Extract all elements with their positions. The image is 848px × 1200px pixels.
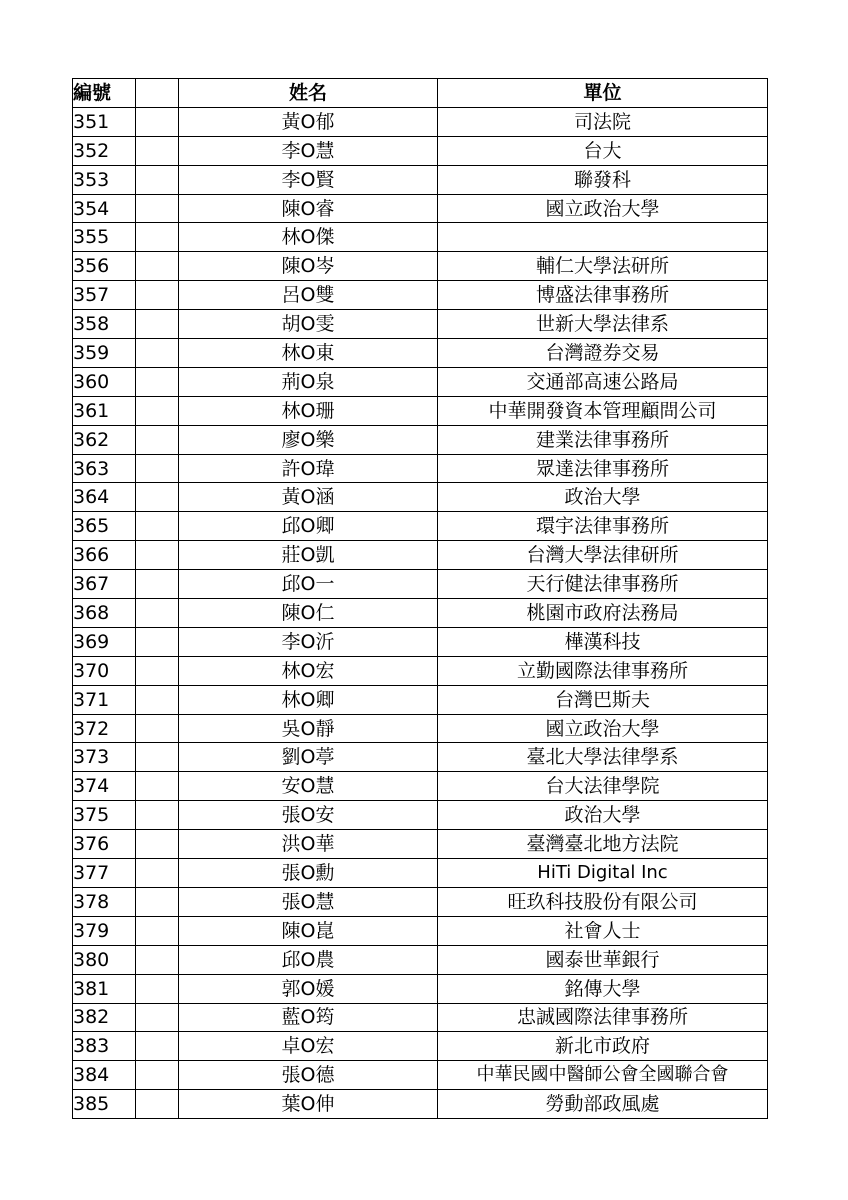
row-number: 365 — [73, 512, 136, 541]
row-unit: 中華民國中醫師公會全國聯合會 — [438, 1061, 768, 1090]
row-blank-cell — [136, 627, 179, 656]
row-number: 361 — [73, 396, 136, 425]
row-number: 352 — [73, 136, 136, 165]
row-blank-cell — [136, 194, 179, 223]
row-number: 368 — [73, 599, 136, 628]
row-number: 355 — [73, 223, 136, 252]
row-blank-cell — [136, 252, 179, 281]
row-name: 郭O媛 — [179, 974, 438, 1003]
row-number: 384 — [73, 1061, 136, 1090]
row-blank-cell — [136, 916, 179, 945]
row-name: 安O慧 — [179, 772, 438, 801]
row-name: 張O安 — [179, 801, 438, 830]
row-name: 洪O華 — [179, 830, 438, 859]
row-number: 360 — [73, 367, 136, 396]
row-blank-cell — [136, 136, 179, 165]
table-row — [73, 252, 768, 281]
row-number: 351 — [73, 107, 136, 136]
row-name: 林O珊 — [179, 396, 438, 425]
table-row — [73, 570, 768, 599]
table-row — [73, 1090, 768, 1119]
table-row — [73, 830, 768, 859]
row-number: 367 — [73, 570, 136, 599]
row-name: 卓O宏 — [179, 1032, 438, 1061]
row-unit: 政治大學 — [438, 801, 768, 830]
row-blank-cell — [136, 339, 179, 368]
row-unit: 台灣證券交易 — [438, 339, 768, 368]
row-blank-cell — [136, 714, 179, 743]
row-unit: 輔仁大學法研所 — [438, 252, 768, 281]
row-unit: 環宇法律事務所 — [438, 512, 768, 541]
row-unit: 台灣大學法律研所 — [438, 541, 768, 570]
row-blank-cell — [136, 599, 179, 628]
row-blank-cell — [136, 1090, 179, 1119]
row-number: 376 — [73, 830, 136, 859]
column-header-number: 編號 — [73, 79, 136, 108]
row-unit: 桃園市政府法務局 — [438, 599, 768, 628]
row-name: 黃O涵 — [179, 483, 438, 512]
row-blank-cell — [136, 887, 179, 916]
row-blank-cell — [136, 1003, 179, 1032]
row-blank-cell — [136, 685, 179, 714]
row-number: 374 — [73, 772, 136, 801]
row-name: 葉O伸 — [179, 1090, 438, 1119]
row-name: 林O卿 — [179, 685, 438, 714]
row-blank-cell — [136, 281, 179, 310]
table-row — [73, 107, 768, 136]
row-name: 荊O泉 — [179, 367, 438, 396]
table-row — [73, 165, 768, 194]
row-unit: 立勤國際法律事務所 — [438, 656, 768, 685]
row-blank-cell — [136, 1032, 179, 1061]
row-blank-cell — [136, 396, 179, 425]
table-row — [73, 743, 768, 772]
row-name: 莊O凱 — [179, 541, 438, 570]
row-name: 黃O郁 — [179, 107, 438, 136]
row-number: 364 — [73, 483, 136, 512]
row-unit: 勞動部政風處 — [438, 1090, 768, 1119]
column-header-unit: 單位 — [438, 79, 768, 108]
row-name: 陳O岑 — [179, 252, 438, 281]
table-row — [73, 916, 768, 945]
row-number: 372 — [73, 714, 136, 743]
row-name: 張O勳 — [179, 859, 438, 888]
table-row — [73, 223, 768, 252]
row-name: 邱O一 — [179, 570, 438, 599]
table-row — [73, 945, 768, 974]
row-blank-cell — [136, 223, 179, 252]
table-row — [73, 367, 768, 396]
row-blank-cell — [136, 483, 179, 512]
table-row — [73, 599, 768, 628]
row-unit: 中華開發資本管理顧問公司 — [438, 396, 768, 425]
row-unit: 天行健法律事務所 — [438, 570, 768, 599]
table-body — [73, 107, 768, 1118]
row-blank-cell — [136, 830, 179, 859]
row-blank-cell — [136, 1061, 179, 1090]
row-unit: 社會人士 — [438, 916, 768, 945]
row-number: 375 — [73, 801, 136, 830]
row-unit: 交通部高速公路局 — [438, 367, 768, 396]
row-unit: 旺玖科技股份有限公司 — [438, 887, 768, 916]
row-blank-cell — [136, 425, 179, 454]
table-row — [73, 541, 768, 570]
table-row — [73, 685, 768, 714]
table-row — [73, 627, 768, 656]
row-name: 劉O葶 — [179, 743, 438, 772]
row-number: 362 — [73, 425, 136, 454]
row-blank-cell — [136, 107, 179, 136]
row-unit: 國泰世華銀行 — [438, 945, 768, 974]
row-number: 379 — [73, 916, 136, 945]
table-row — [73, 887, 768, 916]
row-unit: 國立政治大學 — [438, 714, 768, 743]
row-number: 377 — [73, 859, 136, 888]
row-blank-cell — [136, 454, 179, 483]
row-number: 358 — [73, 310, 136, 339]
row-name: 藍O筠 — [179, 1003, 438, 1032]
row-number: 382 — [73, 1003, 136, 1032]
row-number: 383 — [73, 1032, 136, 1061]
row-name: 邱O農 — [179, 945, 438, 974]
row-name: 陳O睿 — [179, 194, 438, 223]
row-unit: 司法院 — [438, 107, 768, 136]
row-unit — [438, 223, 768, 252]
row-name: 張O慧 — [179, 887, 438, 916]
table-row — [73, 1003, 768, 1032]
table-row — [73, 1032, 768, 1061]
row-number: 380 — [73, 945, 136, 974]
row-number: 370 — [73, 656, 136, 685]
row-blank-cell — [136, 743, 179, 772]
row-blank-cell — [136, 945, 179, 974]
row-number: 385 — [73, 1090, 136, 1119]
column-header-blank — [136, 79, 179, 108]
row-unit: 聯發科 — [438, 165, 768, 194]
table-row — [73, 194, 768, 223]
row-blank-cell — [136, 165, 179, 194]
row-unit: 台灣巴斯夫 — [438, 685, 768, 714]
row-unit: 忠誠國際法律事務所 — [438, 1003, 768, 1032]
row-name: 林O東 — [179, 339, 438, 368]
row-name: 陳O崑 — [179, 916, 438, 945]
row-unit: 樺漢科技 — [438, 627, 768, 656]
table-row — [73, 801, 768, 830]
table-row — [73, 772, 768, 801]
row-name: 廖O樂 — [179, 425, 438, 454]
table-row — [73, 859, 768, 888]
row-unit: 臺灣臺北地方法院 — [438, 830, 768, 859]
row-name: 張O德 — [179, 1061, 438, 1090]
column-header-name: 姓名 — [179, 79, 438, 108]
row-name: 李O賢 — [179, 165, 438, 194]
row-number: 378 — [73, 887, 136, 916]
row-name: 許O瑋 — [179, 454, 438, 483]
row-number: 369 — [73, 627, 136, 656]
row-blank-cell — [136, 974, 179, 1003]
row-blank-cell — [136, 570, 179, 599]
row-name: 胡O雯 — [179, 310, 438, 339]
row-unit: 新北市政府 — [438, 1032, 768, 1061]
row-unit: 台大 — [438, 136, 768, 165]
row-blank-cell — [136, 772, 179, 801]
row-name: 林O宏 — [179, 656, 438, 685]
row-number: 357 — [73, 281, 136, 310]
table-row — [73, 974, 768, 1003]
row-number: 354 — [73, 194, 136, 223]
row-unit: 銘傳大學 — [438, 974, 768, 1003]
row-name: 陳O仁 — [179, 599, 438, 628]
table-row — [73, 1061, 768, 1090]
table-row — [73, 339, 768, 368]
table-row — [73, 281, 768, 310]
table-row — [73, 656, 768, 685]
table-row — [73, 396, 768, 425]
table-row — [73, 136, 768, 165]
table-header-row — [73, 79, 768, 108]
row-number: 381 — [73, 974, 136, 1003]
row-name: 呂O雙 — [179, 281, 438, 310]
row-number: 366 — [73, 541, 136, 570]
row-blank-cell — [136, 541, 179, 570]
table-row — [73, 714, 768, 743]
row-name: 吳O靜 — [179, 714, 438, 743]
row-unit: 博盛法律事務所 — [438, 281, 768, 310]
row-unit: 政治大學 — [438, 483, 768, 512]
row-unit: HiTi Digital Inc — [438, 859, 768, 888]
table-row — [73, 425, 768, 454]
table-row — [73, 310, 768, 339]
row-blank-cell — [136, 656, 179, 685]
row-unit: 眾達法律事務所 — [438, 454, 768, 483]
row-name: 邱O卿 — [179, 512, 438, 541]
row-name: 李O慧 — [179, 136, 438, 165]
table-row — [73, 512, 768, 541]
row-name: 李O沂 — [179, 627, 438, 656]
row-unit: 建業法律事務所 — [438, 425, 768, 454]
row-blank-cell — [136, 310, 179, 339]
row-unit: 國立政治大學 — [438, 194, 768, 223]
row-blank-cell — [136, 859, 179, 888]
row-number: 371 — [73, 685, 136, 714]
table-row — [73, 483, 768, 512]
row-number: 359 — [73, 339, 136, 368]
row-unit: 台大法律學院 — [438, 772, 768, 801]
row-number: 353 — [73, 165, 136, 194]
roster-table — [72, 78, 768, 1119]
row-unit: 世新大學法律系 — [438, 310, 768, 339]
row-blank-cell — [136, 801, 179, 830]
row-name: 林O傑 — [179, 223, 438, 252]
row-number: 363 — [73, 454, 136, 483]
row-blank-cell — [136, 367, 179, 396]
row-unit: 臺北大學法律學系 — [438, 743, 768, 772]
table-row — [73, 454, 768, 483]
row-blank-cell — [136, 512, 179, 541]
row-number: 373 — [73, 743, 136, 772]
row-number: 356 — [73, 252, 136, 281]
